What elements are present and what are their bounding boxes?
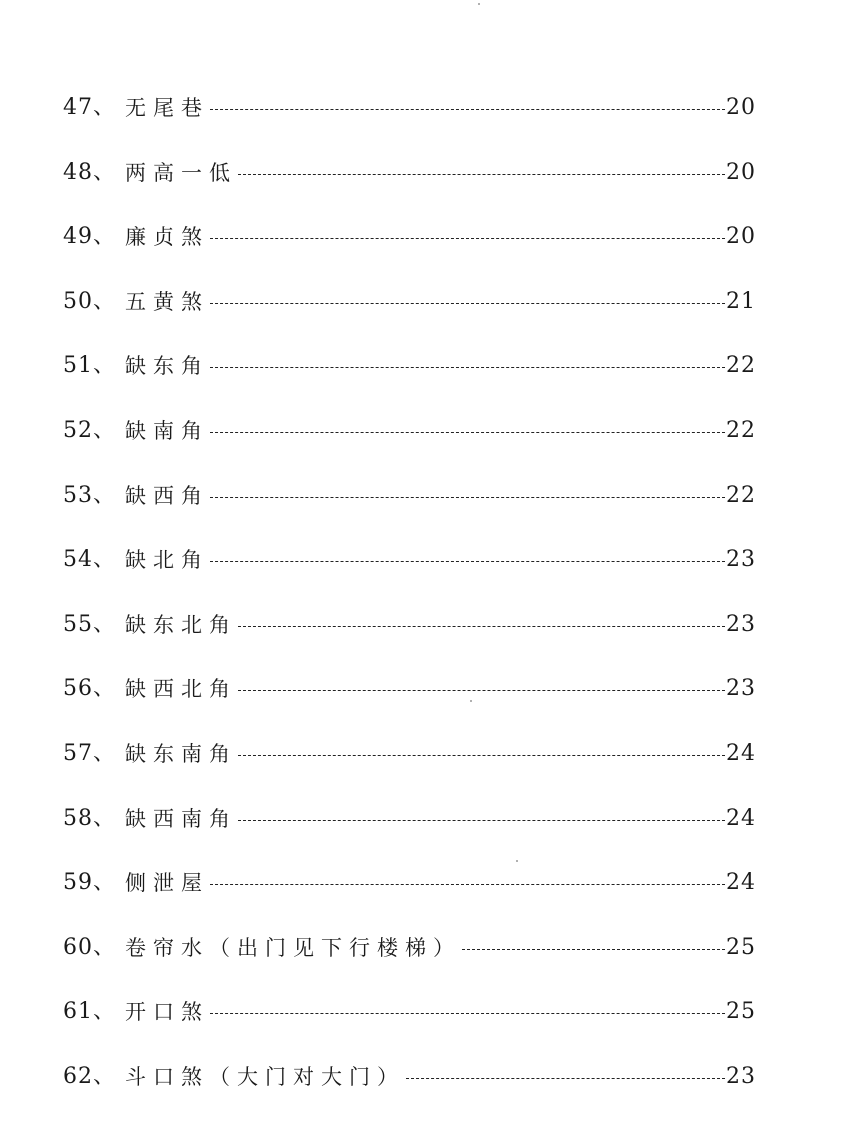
entry-page-number: 25 (726, 934, 756, 960)
entry-page-number: 24 (726, 740, 756, 766)
entry-page-number: 21 (726, 288, 756, 314)
toc-entry (63, 992, 756, 1032)
entry-title: 斗口煞（大门对大门） (125, 1064, 406, 1089)
toc-entry (63, 88, 756, 128)
entry-separator: 、 (93, 95, 116, 120)
entry-title: 缺西南角 (125, 806, 238, 831)
entry-separator: 、 (93, 159, 116, 185)
entry-title: 缺东角 (125, 354, 210, 379)
entry-separator: 、 (93, 676, 116, 702)
dot-leader (210, 992, 725, 1032)
entry-title: 无尾巷 (125, 96, 210, 120)
dot-leader (210, 217, 725, 257)
toc-entry (63, 799, 756, 839)
toc-entry (63, 669, 756, 709)
entry-title: 卷帘水（出门见下行楼梯） (125, 935, 462, 960)
entry-number: 59 (63, 870, 93, 896)
toc-entry (63, 1057, 756, 1097)
dot-leader (238, 153, 725, 193)
entry-separator: 、 (93, 934, 116, 960)
entry-separator: 、 (93, 482, 116, 508)
toc-entry (63, 411, 756, 451)
entry-title: 侧泄屋 (125, 871, 210, 896)
dot-leader (210, 282, 725, 322)
entry-separator: 、 (93, 353, 116, 379)
entry-page-number: 20 (726, 224, 756, 250)
toc-entry (63, 153, 756, 193)
toc-entry (63, 540, 756, 580)
dot-leader (210, 411, 725, 451)
entry-separator: 、 (93, 611, 116, 637)
entry-separator: 、 (93, 999, 116, 1025)
entry-number: 58 (63, 805, 93, 831)
entry-number: 57 (63, 740, 93, 766)
entry-title: 开口煞 (125, 1000, 210, 1025)
toc-entry (63, 605, 756, 645)
dot-leader (210, 346, 725, 386)
entry-page-number: 25 (726, 999, 756, 1025)
entry-page-number: 22 (726, 417, 756, 443)
entry-separator: 、 (93, 288, 116, 314)
entry-separator: 、 (93, 1063, 116, 1089)
entry-number: 62 (63, 1063, 93, 1089)
entry-title: 两高一低 (125, 160, 238, 185)
dot-leader (210, 540, 725, 580)
toc-entry (63, 217, 756, 257)
dot-leader (210, 863, 725, 903)
entry-page-number: 23 (726, 676, 756, 702)
entry-separator: 、 (93, 740, 116, 766)
entry-number: 56 (63, 676, 93, 702)
toc-entry (63, 282, 756, 322)
entry-number: 49 (63, 224, 93, 250)
entry-separator: 、 (93, 224, 116, 250)
toc-entry (63, 476, 756, 516)
entry-number: 60 (63, 934, 93, 960)
entry-separator: 、 (93, 805, 116, 831)
entry-title: 缺西角 (125, 483, 210, 508)
dot-leader (238, 605, 725, 645)
entry-separator: 、 (93, 417, 116, 443)
entry-page-number: 23 (726, 1063, 756, 1089)
dot-leader (238, 799, 725, 839)
entry-number: 48 (63, 159, 93, 185)
entry-number: 53 (63, 482, 93, 508)
scan-speck (478, 3, 480, 5)
entry-page-number: 23 (726, 611, 756, 637)
entry-title: 廉贞煞 (125, 225, 210, 250)
entry-page-number: 22 (726, 353, 756, 379)
entry-title: 缺东北角 (125, 612, 238, 637)
entry-page-number: 20 (726, 159, 756, 185)
entry-separator: 、 (93, 547, 116, 573)
entry-title: 缺北角 (125, 548, 210, 573)
entry-page-number: 24 (726, 805, 756, 831)
entry-page-number: 22 (726, 482, 756, 508)
table-of-contents (63, 88, 756, 1122)
entry-title: 五黄煞 (125, 289, 210, 314)
scan-speck (516, 860, 518, 862)
dot-leader (406, 1057, 725, 1097)
entry-page-number: 23 (726, 547, 756, 573)
toc-entry (63, 928, 756, 968)
dot-leader (210, 88, 725, 128)
entry-number: 54 (63, 547, 93, 573)
entry-number: 47 (63, 95, 93, 120)
toc-entry (63, 734, 756, 774)
entry-number: 51 (63, 353, 93, 379)
dot-leader (238, 669, 725, 709)
dot-leader (462, 928, 725, 968)
entry-title: 缺东南角 (125, 741, 238, 766)
entry-page-number: 24 (726, 870, 756, 896)
entry-number: 52 (63, 417, 93, 443)
entry-page-number: 20 (726, 95, 756, 120)
entry-number: 55 (63, 611, 93, 637)
entry-title: 缺西北角 (125, 677, 238, 702)
dot-leader (210, 476, 725, 516)
toc-entry (63, 863, 756, 903)
entry-title: 缺南角 (125, 418, 210, 443)
entry-number: 61 (63, 999, 93, 1025)
entry-separator: 、 (93, 870, 116, 896)
toc-entry (63, 346, 756, 386)
entry-number: 50 (63, 288, 93, 314)
dot-leader (238, 734, 725, 774)
scan-speck (470, 700, 472, 702)
